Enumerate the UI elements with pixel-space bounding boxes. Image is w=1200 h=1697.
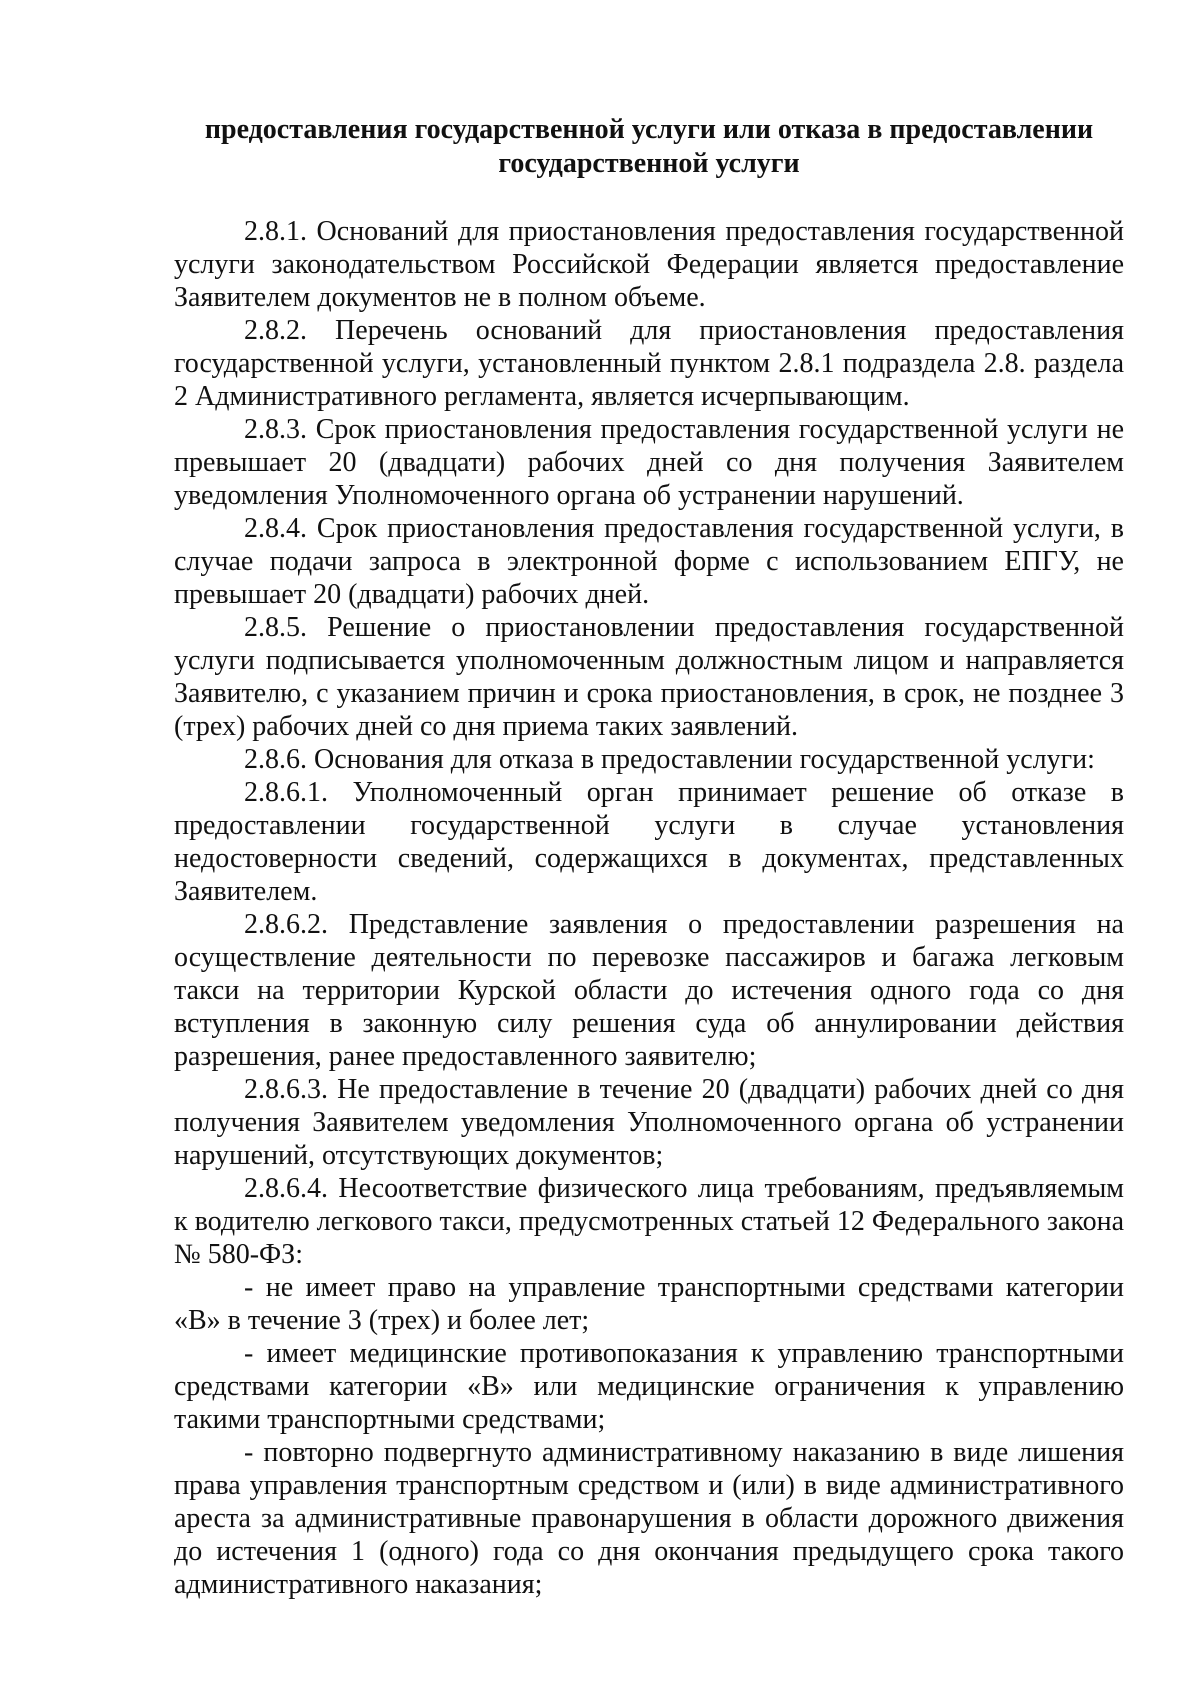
paragraph-2-8-4: 2.8.4. Срок приостановления предоставления государственной услуги, в случае подачи запроса в электронной форме с использованием ЕПГУ, не превышает 20 (двадцати) рабочих дней. xyxy=(174,513,1124,610)
section-heading xyxy=(174,113,1124,181)
paragraph-2-8-6-3: 2.8.6.3. Не предоставление в течение 20 (двадцати) рабочих дней со дня получения Заявителем уведомления Уполномоченного органа об устранении нарушений, отсутствующих документов; xyxy=(174,1074,1124,1171)
heading-line-1: предоставления государственной услуги или отказа в предоставлении xyxy=(204,114,1094,145)
paragraph-2-8-6-2: 2.8.6.2. Представление заявления о предоставлении разрешения на осуществление деятельности по перевозке пассажиров и багажа легковым такси на территории Курской области до истечения одного года со дня вступления в законную силу решения суда об аннулировании действия разрешения, ранее предоставленного заявителю; xyxy=(174,909,1124,1072)
list-item-license-category: - не имеет право на управление транспортными средствами категории «В» в течение 3 (трех) и более лет; xyxy=(174,1272,1124,1336)
paragraph-2-8-6-4: 2.8.6.4. Несоответствие физического лица требованиям, предъявляемым к водителю легкового такси, предусмотренных статьей 12 Федерального закона № 580-ФЗ: xyxy=(174,1173,1124,1270)
list-item-medical-contraindications: - имеет медицинские противопоказания к управлению транспортными средствами категории «В» или медицинские ограничения к управлению такими транспортными средствами; xyxy=(174,1338,1124,1435)
paragraph-2-8-6: 2.8.6. Основания для отказа в предоставлении государственной услуги: xyxy=(244,744,1095,775)
document-body xyxy=(174,113,1124,1601)
paragraph-2-8-5: 2.8.5. Решение о приостановлении предоставления государственной услуги подписывается уполномоченным должностным лицом и направляется Заявителю, с указанием причин и срока приостановления, в срок, не позднее 3 (трех) рабочих дней со дня приема таких заявлений. xyxy=(174,612,1124,742)
heading-line-2: государственной услуги xyxy=(498,148,800,179)
paragraph-2-8-3: 2.8.3. Срок приостановления предоставления государственной услуги не превышает 20 (двадцати) рабочих дней со дня получения Заявителем уведомления Уполномоченного органа об устранении нарушений. xyxy=(174,414,1124,511)
paragraph-2-8-1: 2.8.1. Оснований для приостановления предоставления государственной услуги законодательством Российской Федерации является предоставление Заявителем документов не в полном объеме. xyxy=(174,216,1124,313)
paragraph-2-8-2: 2.8.2. Перечень оснований для приостановления предоставления государственной услуги, установленный пунктом 2.8.1 подраздела 2.8. раздела 2 Административного регламента, является исчерпывающим. xyxy=(174,315,1124,412)
paragraph-2-8-6-1: 2.8.6.1. Уполномоченный орган принимает решение об отказе в предоставлении государственной услуги в случае установления недостоверности сведений, содержащихся в документах, представленных Заявителем. xyxy=(174,777,1124,907)
list-item-administrative-penalty: - повторно подвергнуто административному наказанию в виде лишения права управления транспортным средством и (или) в виде административного ареста за административные правонарушения в области дорожного движения до истечения 1 (одного) года со дня окончания предыдущего срока такого административного наказания; xyxy=(174,1437,1124,1600)
